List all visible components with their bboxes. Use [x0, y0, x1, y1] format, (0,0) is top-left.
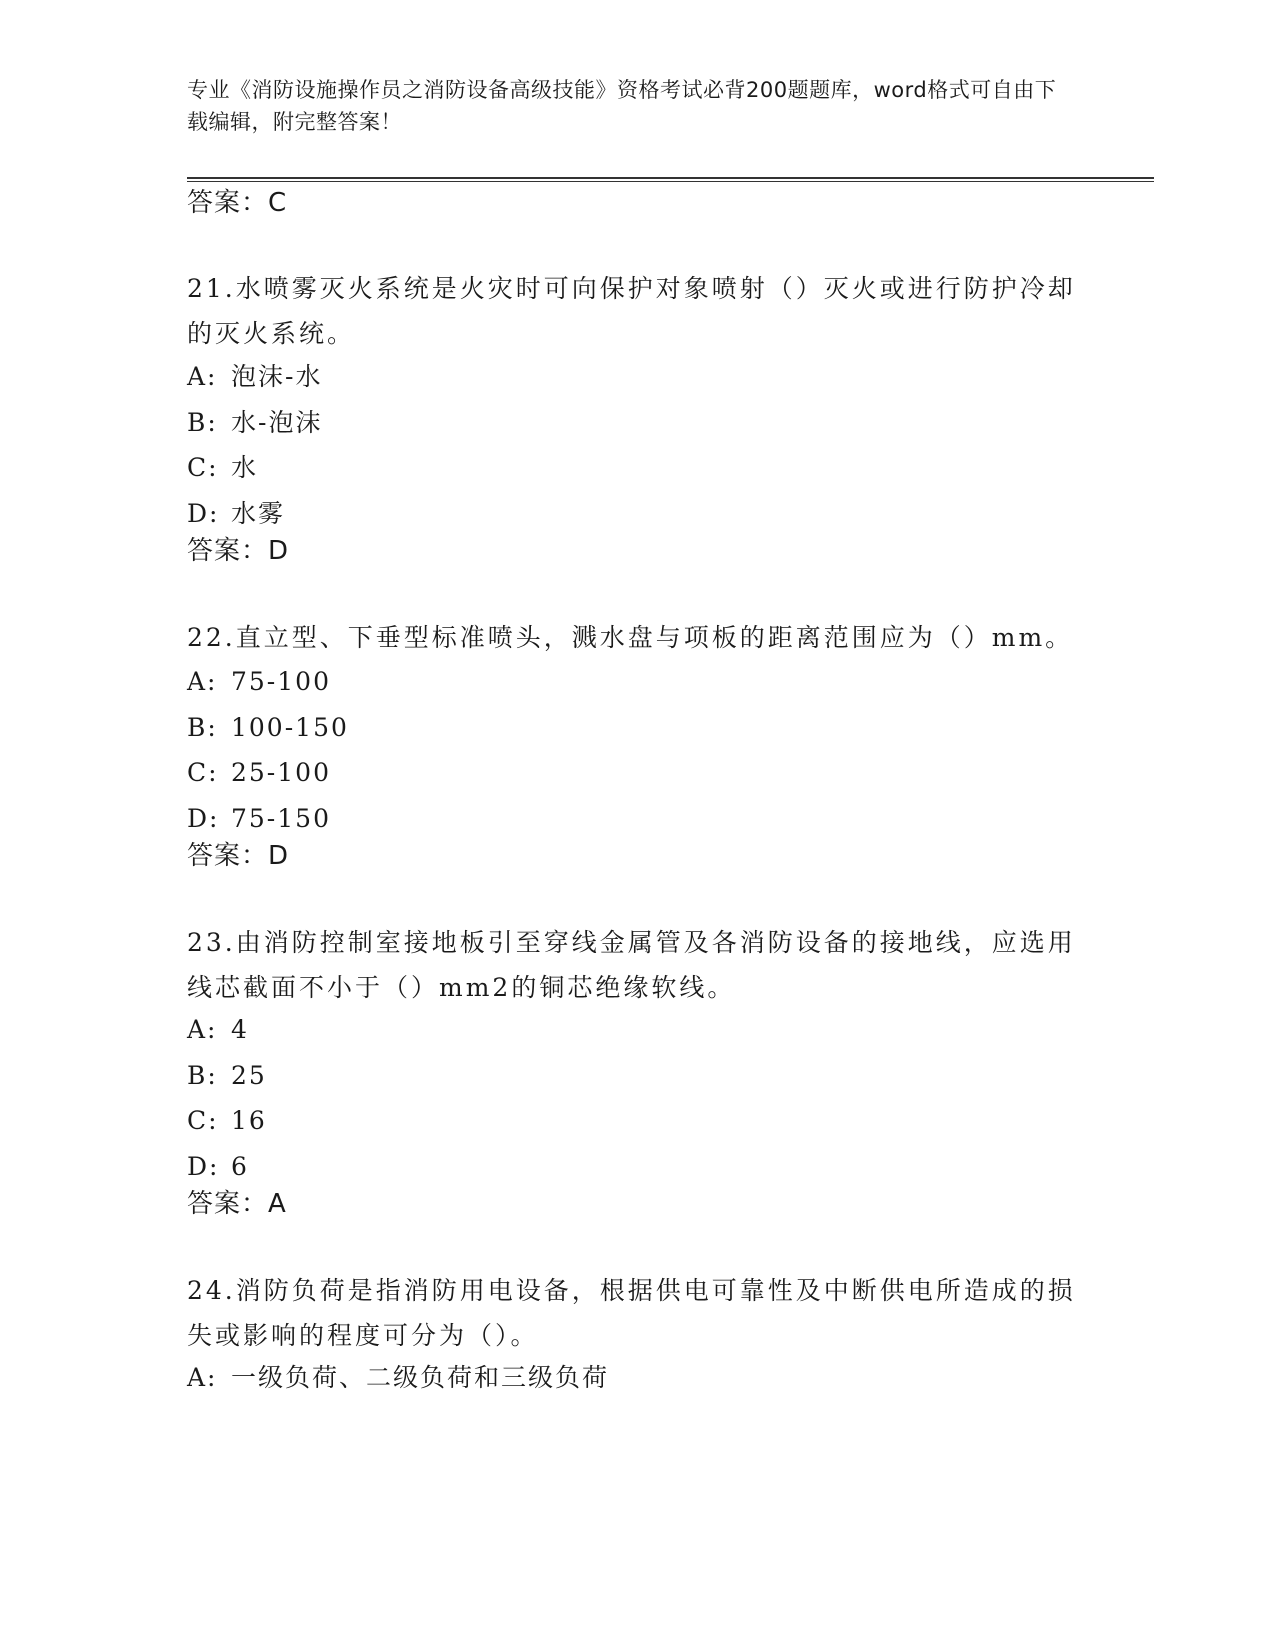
question-21-stem: 21.水喷雾灭火系统是火灾时可向保护对象喷射（）灭火或进行防护冷却的灭火系统。	[187, 274, 1076, 348]
answer-label: 答案：	[187, 188, 269, 218]
option-text: 25	[231, 1060, 267, 1090]
question-23-stem: 23.由消防控制室接地板引至穿线金属管及各消防设备的接地线，应选用线芯截面不小于（）mm2的铜芯绝缘软线。	[187, 928, 1076, 1002]
option-a	[187, 659, 349, 705]
answer-label: 答案：	[187, 1189, 269, 1219]
option-text: 6	[231, 1151, 249, 1181]
option-text: 水雾	[231, 498, 286, 528]
answer-label: 答案：	[187, 841, 269, 871]
option-letter: A:	[187, 362, 218, 391]
option-text: 16	[231, 1106, 267, 1135]
question-22-options	[187, 659, 349, 841]
option-letter: B:	[187, 712, 218, 742]
option-text: 75-100	[231, 667, 331, 696]
question-21-answer	[187, 533, 289, 569]
answer-label: 答案：	[187, 536, 269, 566]
option-b	[187, 1053, 267, 1099]
answer-line	[187, 185, 287, 221]
option-letter: C:	[187, 1106, 219, 1135]
option-text: 4	[231, 1015, 249, 1044]
answer-value: C	[268, 188, 288, 218]
option-letter: D:	[187, 1151, 220, 1181]
option-letter: C:	[187, 453, 219, 482]
question-24-stem: 24.消防负荷是指消防用电设备，根据供电可靠性及中断供电所造成的损失或影响的程度可分为（）。	[187, 1276, 1076, 1350]
option-d	[187, 1144, 267, 1190]
question-23-answer	[187, 1186, 287, 1222]
option-c	[187, 445, 322, 491]
option-letter: A:	[187, 1015, 218, 1044]
option-text: 泡沫-水	[231, 362, 323, 391]
answer-value: D	[268, 841, 290, 871]
option-letter: B:	[187, 1060, 218, 1090]
option-c	[187, 1098, 267, 1144]
question-21-options	[187, 354, 322, 536]
option-text: 水-泡沫	[231, 407, 323, 437]
option-letter: A:	[187, 1363, 218, 1392]
option-letter: C:	[187, 758, 219, 787]
option-text: 75-150	[231, 803, 331, 833]
document-header: 专业《消防设施操作员之消防设备高级技能》资格考试必背200题题库，word格式可自由下载编辑，附完整答案！	[187, 78, 1057, 134]
option-letter: D:	[187, 803, 220, 833]
option-letter: D:	[187, 498, 220, 528]
question-22-answer	[187, 838, 289, 874]
option-letter: A:	[187, 667, 218, 696]
option-a	[187, 1355, 609, 1401]
option-d	[187, 796, 349, 842]
option-b	[187, 705, 349, 751]
answer-value: D	[268, 536, 290, 566]
option-text: 25-100	[231, 758, 331, 787]
option-b	[187, 400, 322, 446]
option-letter: B:	[187, 407, 218, 437]
option-a	[187, 1007, 267, 1053]
question-22-stem: 22.直立型、下垂型标准喷头，溅水盘与项板的距离范围应为（）mm。	[187, 623, 1074, 652]
question-24-options	[187, 1355, 609, 1401]
option-c	[187, 750, 349, 796]
header-divider	[187, 177, 1154, 182]
option-text: 水	[231, 453, 259, 482]
answer-value: A	[268, 1189, 287, 1219]
option-text: 100-150	[231, 712, 349, 742]
question-23-options	[187, 1007, 267, 1189]
option-text: 一级负荷、二级负荷和三级负荷	[231, 1363, 610, 1392]
option-d	[187, 491, 322, 537]
option-a	[187, 354, 322, 400]
